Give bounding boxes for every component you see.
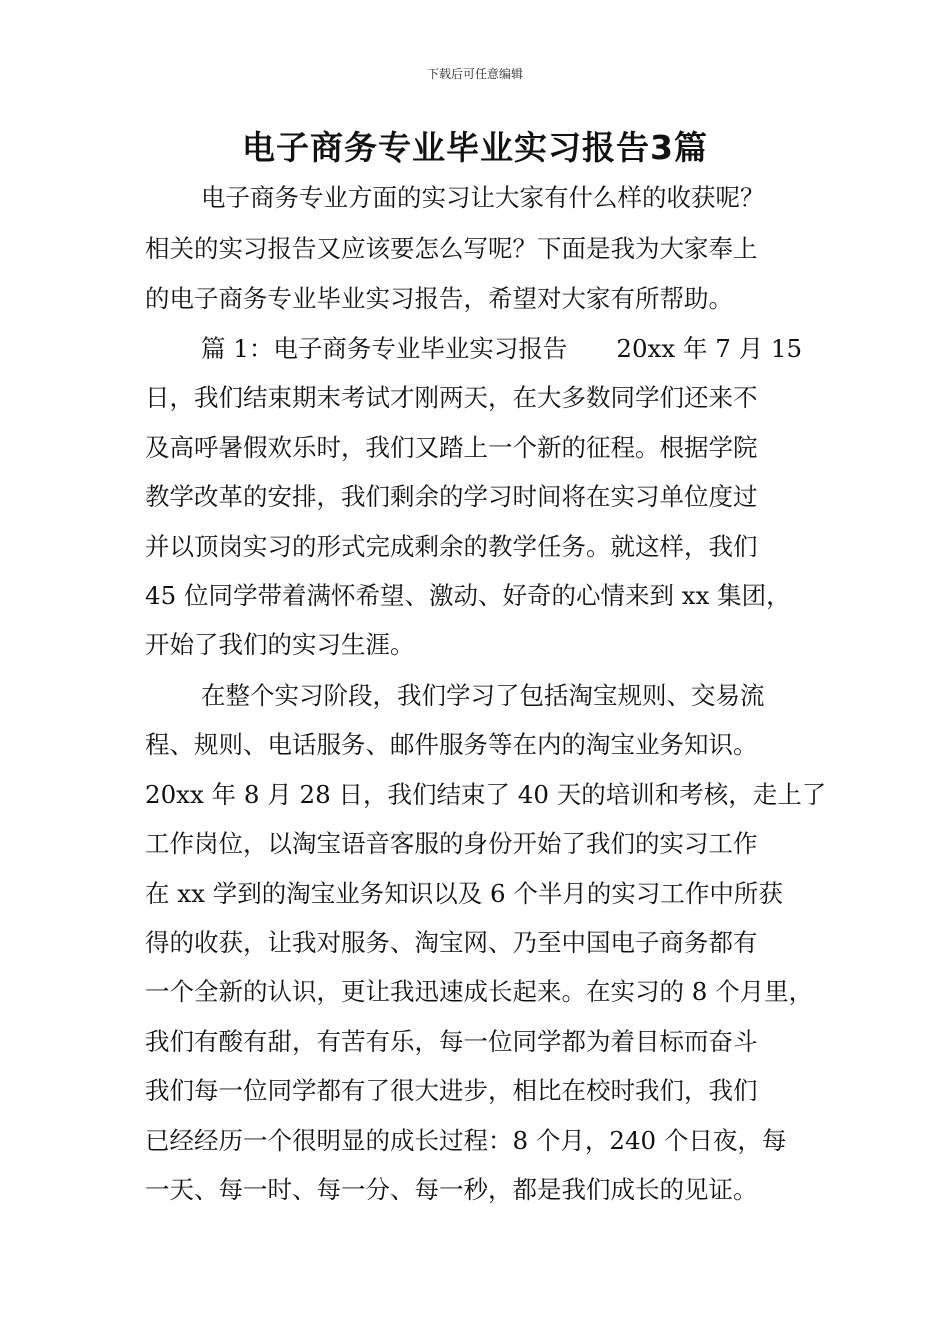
body-line: 20xx 年 8 月 28 日，我们结束了 40 天的培训和考核，走上了: [145, 780, 827, 809]
body-line: 篇 1：电子商务专业毕业实习报告 20xx 年 7 月 15: [201, 334, 803, 363]
body-line: 及高呼暑假欢乐时，我们又踏上一个新的征程。根据学院: [145, 433, 758, 462]
body-line: 我们有酸有甜，有苦有乐，每一位同学都为着目标而奋斗: [145, 1027, 758, 1056]
body-line: 在 xx 学到的淘宝业务知识以及 6 个半月的实习工作中所获: [145, 879, 783, 908]
body-line: 工作岗位，以淘宝语音客服的身份开始了我们的实习工作: [145, 829, 758, 858]
body-line: 在整个实习阶段，我们学习了包括淘宝规则、交易流: [201, 681, 765, 710]
header-note: 下载后可任意编辑: [426, 67, 523, 81]
body-line: 一天、每一时、每一分、每一秒，都是我们成长的见证。: [145, 1175, 758, 1204]
body-line: 45 位同学带着满怀希望、激动、好奇的心情来到 xx 集团，: [145, 581, 791, 610]
body-line: 一个全新的认识，更让我迅速成长起来。在实习的 8 个月里，: [145, 977, 814, 1006]
document-title: 电子商务专业毕业实习报告3篇: [242, 128, 708, 167]
body-line: 我们每一位同学都有了很大进步，相比在校时我们，我们: [145, 1076, 758, 1105]
body-line: 相关的实习报告又应该要怎么写呢？下面是我为大家奉上: [145, 234, 758, 263]
body-line: 并以顶岗实习的形式完成剩余的教学任务。就这样，我们: [145, 532, 758, 561]
body-line: 日，我们结束期末考试才刚两天，在大多数同学们还来不: [145, 383, 758, 412]
body-line: 的电子商务专业毕业实习报告，希望对大家有所帮助。: [145, 284, 733, 313]
body-line: 程、规则、电话服务、邮件服务等在内的淘宝业务知识。: [145, 730, 758, 759]
body-line: 教学改革的安排，我们剩余的学习时间将在实习单位度过: [145, 482, 758, 511]
body-line: 已经经历一个很明显的成长过程：8 个月，240 个日夜，每: [145, 1126, 787, 1155]
body-line: 电子商务专业方面的实习让大家有什么样的收获呢？: [201, 183, 765, 212]
body-line: 得的收获，让我对服务、淘宝网、乃至中国电子商务都有: [145, 928, 758, 957]
body-line: 开始了我们的实习生涯。: [145, 630, 415, 659]
